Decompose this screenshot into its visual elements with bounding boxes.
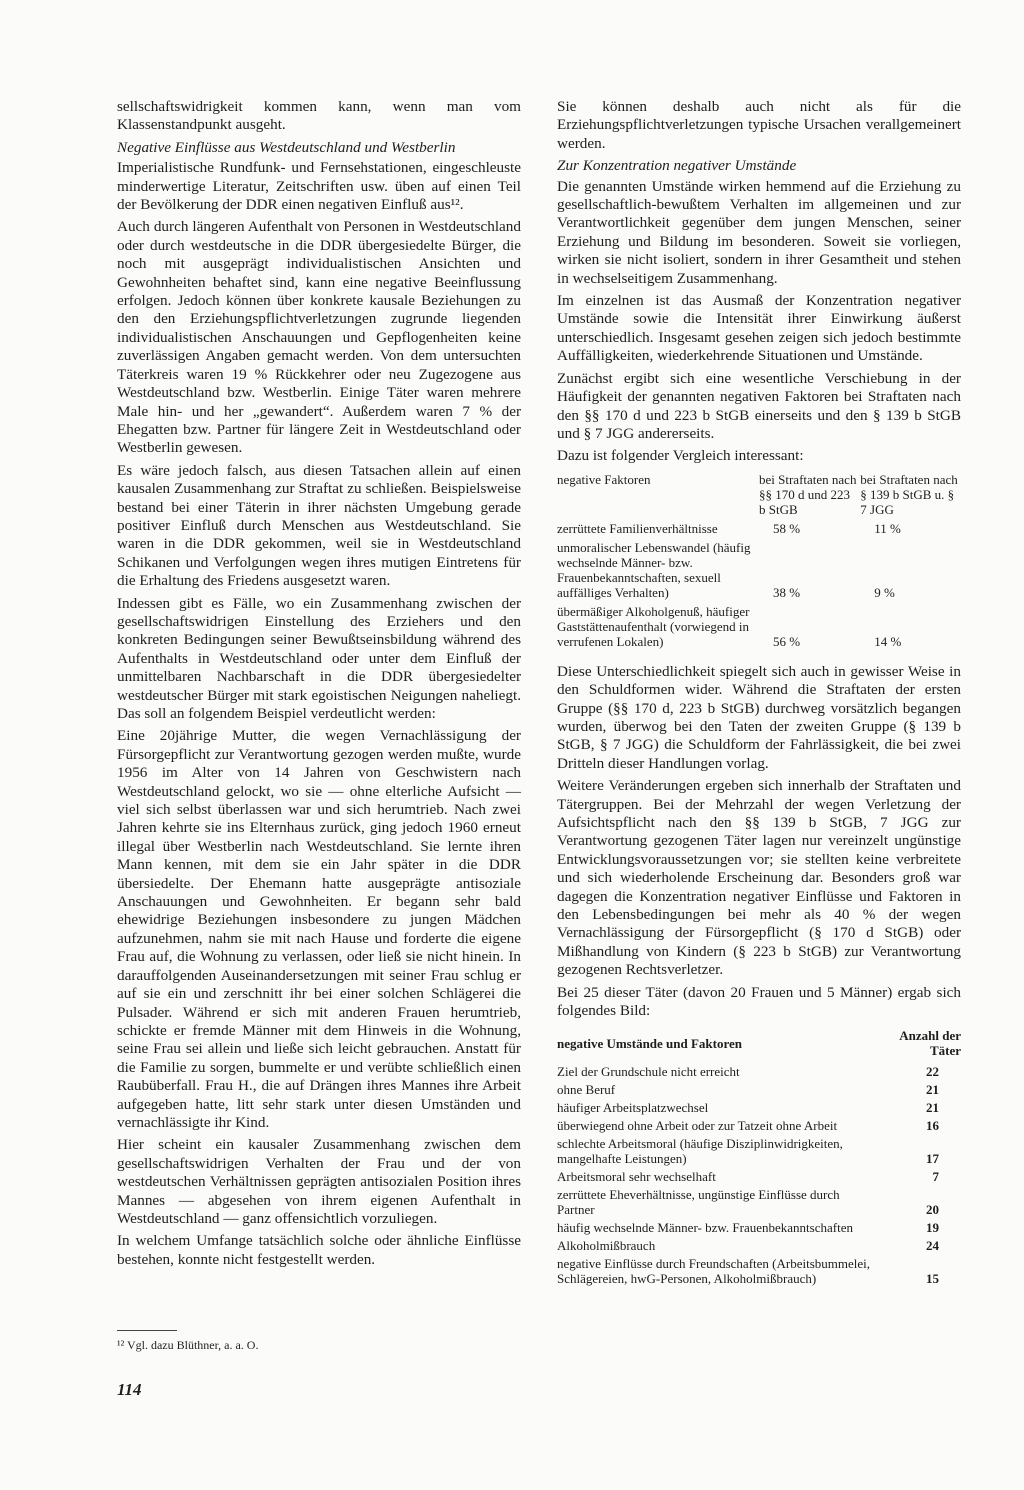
right-column [557,98,961,1289]
column-header: bei Straftaten nach §§ 170 d und 223 b StGB [759,471,857,517]
factor-cell: überwiegend ohne Arbeit oder zur Tatzeit ohne Arbeit [557,1118,838,1134]
factor-cell: häufiger Arbeitsplatzwechsel [557,1100,709,1116]
count-cell: 17 [926,1151,939,1167]
paragraph: Die genannten Umstände wirken hemmend auf die Erziehung zu gesellschaftlich-bewußtem Verhalten im allgemeinen und zur Verantwortlichkeit gegenüber dem jungen Menschen, seiner Erziehung und Bildung im besonderen. Soweit sie vorliegen, wirken sie nicht isoliert, sondern in ihrer Gesamtheit und stehen in wechselseitigem Zusammenhang. [557,177,961,287]
factor-cell: häufig wechselnde Männer- bzw. Frauenbekanntschaften [557,1220,853,1236]
count-cell: 21 [926,1082,939,1098]
section-heading: Zur Konzentration negativer Umstände [557,157,797,175]
footnote: ¹² Vgl. dazu Blüthner, a. a. O. [117,1338,259,1352]
paragraph: Zunächst ergibt sich eine wesentliche Verschiebung in der Häufigkeit der genannten negativen Faktoren bei Straftaten nach den §§ 170 d und 223 b StGB einerseits und den § 139 b StGB und § 7 JGG andererseits. [557,369,961,442]
table-row [557,1220,961,1238]
column-header: negative Umstände und Faktoren [557,1035,743,1051]
table-row [557,1064,961,1082]
paragraph: Sie können deshalb auch nicht als für die Erziehungspflichtverletzungen typische Ursachen verallgemeinert werden. [557,98,961,152]
factor-cell: Ziel der Grundschule nicht erreicht [557,1064,740,1080]
table-row [557,1118,961,1136]
left-column [117,98,521,1273]
count-cell: 7 [932,1169,939,1185]
value-cell: 11 % [874,520,901,536]
section-heading: Negative Einflüsse aus Westdeutschland und Westberlin [117,138,456,156]
value-cell: 58 % [773,520,801,536]
factor-cell: negative Einflüsse durch Freundschaften (Arbeitsbummelei, Schlägereien, hwG-Personen, Alkoholmißbrauch) [557,1256,870,1287]
table-header-row [557,472,961,521]
table-row [557,1187,961,1220]
count-cell: 22 [926,1064,939,1080]
table-row [557,521,961,540]
value-cell: 9 % [874,584,895,600]
paragraph: Weitere Veränderungen ergeben sich innerhalb der Straftaten und Tätergruppen. Bei der Mehrzahl der wegen Verletzung der Aufsichtspflicht nach den §§ 139 b StGB, 7 JGG zur Verantwortung gezogenen Täter lagen nur vereinzelt ungünstige Entwicklungsvoraussetzungen vor; sie stellten keine verbreitete und sich wiederholende Erscheinung dar. Besonders groß war dagegen die Konzentration negativer Einflüsse und Faktoren in den Lebensbedingungen bei mehr als 40 % der wegen Vernachlässigung der Fürsorgepflicht (§ 170 d StGB) oder Mißhandlung von Kindern (§ 223 b StGB) zur Verantwortung gezogenen Rechtsverletzer. [557,777,961,979]
table-header-row [557,1028,961,1064]
table-row [557,1256,961,1289]
table-row [557,1082,961,1100]
factor-cell: ohne Beruf [557,1082,616,1098]
count-cell: 20 [926,1202,939,1218]
count-cell: 15 [926,1271,939,1287]
column-header: Anzahl der Täter [899,1028,961,1059]
count-cell: 21 [926,1100,939,1116]
column-header: negative Faktoren [557,471,651,487]
count-cell: 19 [926,1220,939,1236]
value-cell: 14 % [874,633,902,649]
paragraph: Imperialistische Rundfunk- und Fernsehstationen, eingeschleuste minderwertige Literatur, Zeitschriften usw. üben auf einen Teil der Bevölkerung der DDR einen negativen Einfluß aus¹². [117,159,521,214]
paragraph: Hier scheint ein kausaler Zusammenhang zwischen dem gesellschaftswidrigen Verhalten der Frau und der von westdeutschen Verhältnissen geprägten antisozialen Position ihres Mannes — abgesehen von ihrem eigenen Aufenthalt in Westdeutschland — ganz offensichtlich vorzuliegen. [117,1136,521,1227]
paragraph: Eine 20jährige Mutter, die wegen Vernachlässigung der Fürsorgepflicht zur Verantwortung gezogen werden mußte, wurde 1956 im Alter von 14 Jahren von Geschwistern nach Westdeutschland gelockt, wo sie — ohne elterliche Aufsicht — viel sich selbst überlassen war und sich herumtrieb. Nach zwei Jahren kehrte sie ins Elternhaus zurück, ging jedoch 1960 erneut illegal über Westberlin nach Westdeutschland. Sie lernte ihren Mann kennen, mit dem sie ein Jahr später in die DDR übersiedelte. Der Ehemann hatte ausgeprägte antisoziale Anschauungen und Gewohnheiten. Er begann sehr bald ehewidrige Beziehungen insbesondere zu jungen Mädchen aufzunehmen, nahm sie mit nach Hause und forderte die eigene Frau auf, die Wohnung zu verlassen, oder ließ sie nicht hinein. In darauffolgenden Auseinandersetzungen mit seiner Frau schlug er auf sie ein und zerschnitt ihr bei einer solchen Schlägerei die Pulsader. Während er sich mit anderen Frauen herumtrieb, schickte er fremde Männer mit dem Hinweis in die Wohnung, seine Frau sei allein und ließe sich leicht gebrauchen. Anstatt für die Familie zu sorgen, bummelte er und verübte schließlich einen Raubüberfall. Frau H., die auf Drängen ihres Mannes ihre Arbeit aufgegeben hatte, litt sehr stark unter diesen Umständen und vernachlässigte ihr Kind. [117,727,521,1131]
paragraph: sellschaftswidrigkeit kommen kann, wenn man vom Klassenstandpunkt ausgeht. [117,98,521,134]
paragraph: Dazu ist folgender Vergleich interessant: [557,447,804,465]
footnote-divider [117,1330,177,1331]
factor-cell: zerrüttete Familienverhältnisse [557,520,718,536]
factor-table [557,1028,961,1289]
factor-cell: Arbeitsmoral sehr wechselhaft [557,1169,716,1185]
table-row [557,1100,961,1118]
paragraph: In welchem Umfange tatsächlich solche oder ähnliche Einflüsse bestehen, konnte nicht festgestellt werden. [117,1232,521,1268]
column-header: bei Straftaten nach § 139 b StGB u. § 7 JGG [860,471,958,517]
table-row [557,1238,961,1256]
comparison-table [557,472,961,653]
count-cell: 24 [926,1238,939,1254]
factor-cell: unmoralischer Lebenswandel (häufig wechselnde Männer- bzw. Frauenbekanntschaften, sexuell auffälliges Verhalten) [557,539,751,600]
factor-cell: schlechte Arbeitsmoral (häufige Disziplinwidrigkeiten, mangelhafte Leistungen) [557,1136,843,1167]
paragraph: Auch durch längeren Aufenthalt von Personen in Westdeutschland oder durch westdeutsche in die DDR übergesiedelte Bürger, die noch mit ausgeprägt individualistischen Ansichten und Gewohnheiten behaftet sind, kann eine negative Beeinflussung erfolgen. Jedoch können über konkrete kausale Beziehungen zu den den Erziehungspflichtverletzungen zugrunde liegenden individualistischen Anschauungen und Gepflogenheiten keine zuverlässigen Angaben gemacht werden. Von dem untersuchten Täterkreis waren 19 % Rückkehrer oder neu Zugezogene aus Westdeutschland bzw. Westberlin. Einige Täter waren mehrere Male hin- und her „gewandert“. Außerdem waren 7 % der Ehegatten bzw. Partner für längere Zeit in Westdeutschland oder Westberlin gewesen. [117,218,521,457]
factor-cell: übermäßiger Alkoholgenuß, häufiger Gaststättenaufenthalt (vorwiegend in verrufenen Lokalen) [557,603,750,649]
table-row [557,540,961,604]
table-row [557,1136,961,1169]
count-cell: 16 [926,1118,939,1134]
table-row [557,604,961,653]
paragraph: Im einzelnen ist das Ausmaß der Konzentration negativer Umstände sowie die Intensität ihrer Einwirkung äußerst unterschiedlich. Insgesamt gesehen zeigen sich jedoch bestimmte Auffälligkeiten, wiederkehrende Situationen und Umstände. [557,292,961,365]
value-cell: 38 % [773,584,801,600]
paragraph: Es wäre jedoch falsch, aus diesen Tatsachen allein auf einen kausalen Zusammenhang zur Straftat zu schließen. Beispielsweise bestand bei einer Täterin in ihrer nächsten Umgebung gerade positiver Einfluß durch Menschen aus Westdeutschland. Sie waren in die DDR gekommen, weil sie in Westdeutschland Schikanen und Verfolgungen wegen ihres mutigen Eintretens für die Erhaltung des Friedens ausgesetzt waren. [117,461,521,590]
paragraph: Diese Unterschiedlichkeit spiegelt sich auch in gewisser Weise in den Schuldformen wider. Während die Straftaten der ersten Gruppe (§§ 170 d, 223 b StGB) durchweg vorsätzlich begangen wurden, überwog bei den Taten der zweiten Gruppe (§ 139 b StGB, § 7 JGG) die Schuldform der Fahrlässigkeit, die bei zwei Dritteln dieser Handlungen vorlag. [557,662,961,772]
factor-cell: zerrüttete Eheverhältnisse, ungünstige Einflüsse durch Partner [557,1187,840,1218]
page-number: 114 [117,1380,142,1399]
factor-cell: Alkoholmißbrauch [557,1238,656,1254]
paragraph: Indessen gibt es Fälle, wo ein Zusammenhang zwischen der gesellschaftswidrigen Einstellung des Erziehers und den konkreten Bedingungen seiner Bewußtseinsbildung während des Aufenthalts in Westdeutschland oder unter dem Einfluß der unmittelbaren Nachbarschaft in die DDR übergesiedelter westdeutscher Bürger mit stark egoistischen Neigungen naheliegt. Das soll an folgendem Beispiel verdeutlicht werden: [117,594,521,722]
value-cell: 56 % [773,633,801,649]
paragraph: Bei 25 dieser Täter (davon 20 Frauen und 5 Männer) ergab sich folgendes Bild: [557,983,961,1020]
table-row [557,1169,961,1187]
